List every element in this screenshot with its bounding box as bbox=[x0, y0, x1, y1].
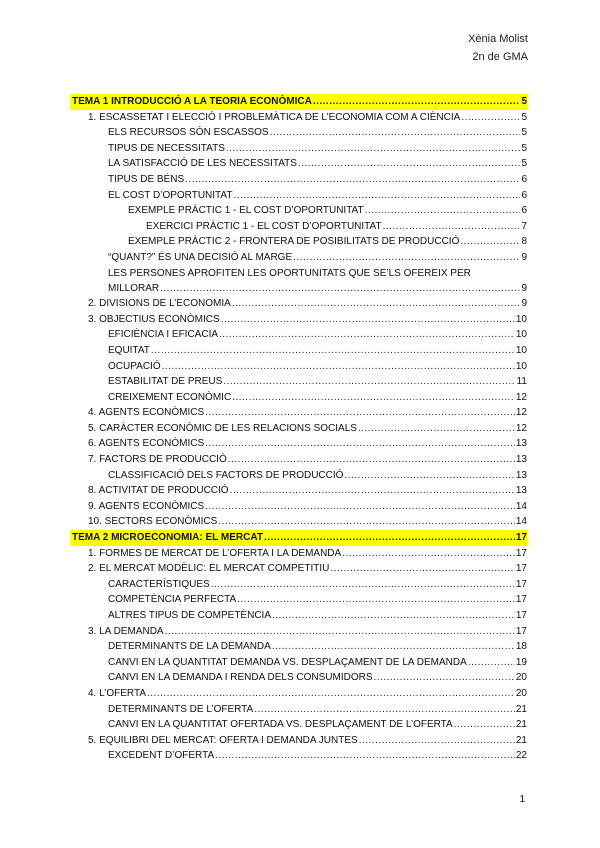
toc-entry-title: 1. FORMES DE MERCAT DE L’OFERTA I LA DEMANDA bbox=[88, 547, 342, 559]
toc-entry-page: 10 bbox=[515, 313, 527, 325]
toc-entry-title: COMPETÈNCIA PERFECTA bbox=[108, 594, 237, 606]
dot-leader bbox=[211, 577, 515, 593]
toc-entry-title: LES PERSONES APROFITEN LES OPORTUNITATS QUE SE’LS OFEREIX PER bbox=[108, 267, 471, 279]
toc-entry[interactable] bbox=[70, 110, 527, 126]
dot-leader bbox=[365, 203, 521, 219]
dot-leader bbox=[383, 219, 521, 235]
dot-leader bbox=[460, 234, 520, 250]
toc-entry-title: 1. ESCASSETAT I ELECCIÓ I PROBLEMÀTICA DE L’ECONOMIA COM A CIÈNCIA bbox=[88, 111, 461, 123]
toc-entry-page: 13 bbox=[515, 485, 527, 497]
toc-entry-title: TIPUS DE NECESSITATS bbox=[108, 142, 225, 154]
toc-entry[interactable] bbox=[70, 390, 527, 406]
toc-entry-page: 22 bbox=[515, 750, 527, 762]
dot-leader bbox=[298, 156, 520, 172]
toc-entry-page: 17 bbox=[515, 610, 527, 621]
toc-entry-title: ELS RECURSOS SÓN ESCASSOS bbox=[108, 127, 269, 139]
toc-entry-page: 20 bbox=[515, 687, 527, 699]
toc-entry[interactable] bbox=[70, 203, 527, 219]
toc-entry[interactable] bbox=[70, 266, 527, 297]
toc-entry-title: 7. FACTORS DE PRODUCCIÓ bbox=[88, 454, 227, 466]
toc-entry-title: 5. EQUILIBRI DEL MERCAT: OFERTA I DEMANDA JUNTES bbox=[88, 734, 358, 746]
toc-entry-page: 5 bbox=[521, 111, 527, 123]
toc-entry-page: 12 bbox=[515, 407, 527, 419]
toc-entry-title: CARACTERÍSTIQUES bbox=[108, 578, 210, 590]
dot-leader bbox=[454, 717, 515, 733]
toc-entry-title: DETERMINANTS DE L’OFERTA bbox=[108, 703, 254, 715]
dot-leader bbox=[344, 468, 514, 484]
toc-entry[interactable] bbox=[70, 374, 527, 390]
toc-entry-page: 9 bbox=[521, 298, 527, 310]
toc-entry-page: 21 bbox=[515, 703, 527, 715]
toc-entry[interactable] bbox=[70, 359, 527, 375]
toc-entry-title: 2. EL MERCAT MODÈLIC: EL MERCAT COMPETITIU bbox=[88, 563, 330, 575]
dot-leader bbox=[232, 390, 515, 406]
toc-entry-page: 17 bbox=[515, 563, 527, 575]
toc-entry-title: EXEMPLE PRÀCTIC 2 - FRONTERA DE POSIBILITATS DE PRODUCCIÓ bbox=[128, 236, 460, 248]
dot-leader bbox=[468, 655, 515, 671]
dot-leader bbox=[147, 686, 515, 702]
dot-leader bbox=[218, 514, 515, 530]
toc-entry-page: 10 bbox=[515, 329, 527, 341]
toc-entry-page: 9 bbox=[521, 251, 527, 263]
dot-leader bbox=[254, 702, 515, 718]
toc-entry-title: 5. CARÀCTER ECONÒMIC DE LES RELACIONS SOCIALS bbox=[88, 422, 357, 434]
dot-leader bbox=[223, 374, 515, 390]
dot-leader bbox=[205, 499, 515, 515]
toc-entry[interactable] bbox=[70, 561, 527, 577]
dot-leader bbox=[330, 561, 515, 577]
toc-entry-page: 5 bbox=[521, 158, 527, 170]
toc-entry[interactable] bbox=[70, 296, 527, 312]
toc-entry-page: 17 bbox=[515, 532, 527, 544]
dot-leader bbox=[226, 141, 521, 157]
page-number: 1 bbox=[519, 794, 525, 805]
toc-entry[interactable] bbox=[70, 670, 527, 686]
dot-leader bbox=[221, 312, 515, 328]
toc-entry-page: 5 bbox=[521, 142, 527, 154]
toc-entry-title: 9. AGENTS ECONÒMICS bbox=[88, 500, 205, 512]
toc-entry-page: 11 bbox=[516, 376, 527, 388]
dot-leader bbox=[264, 530, 515, 546]
dot-leader bbox=[162, 359, 515, 375]
toc-entry-page: 13 bbox=[515, 469, 527, 481]
toc-entry-title: “QUANT?” ÉS UNA DECISIÓ AL MARGE bbox=[108, 251, 293, 263]
toc-entry-page: 9 bbox=[521, 282, 527, 294]
toc-entry-page: 13 bbox=[515, 438, 527, 450]
toc-entry-page: 21 bbox=[515, 719, 527, 731]
dot-leader bbox=[185, 172, 520, 188]
dot-leader bbox=[165, 624, 515, 640]
toc-entry-page: 20 bbox=[515, 672, 527, 684]
toc-entry[interactable] bbox=[70, 686, 527, 702]
dot-leader bbox=[151, 343, 515, 359]
toc-entry-page: 10 bbox=[515, 360, 527, 372]
toc-entry-title: EFICIÈNCIA I EFICACIA bbox=[108, 329, 219, 341]
dot-leader bbox=[342, 546, 515, 562]
toc-entry-title: 4. L’OFERTA bbox=[88, 687, 146, 699]
toc-entry-title: TIPUS DE BÉNS bbox=[108, 173, 185, 185]
dot-leader bbox=[359, 733, 515, 749]
toc-entry-title: ALTRES TIPUS DE COMPETÈNCIA bbox=[108, 610, 271, 621]
toc-entry[interactable] bbox=[70, 452, 527, 468]
toc-entry[interactable] bbox=[70, 343, 527, 359]
toc-entry-title: CANVI EN LA QUANTITAT OFERTADA VS. DESPLAÇAMENT DE L’OFERTA bbox=[108, 719, 453, 731]
toc-entry-page: 6 bbox=[521, 205, 527, 217]
toc-entry-page: 18 bbox=[515, 641, 527, 653]
course-name: 2n de GMA bbox=[472, 51, 528, 63]
toc-entry[interactable] bbox=[70, 608, 527, 624]
toc-entry-page: 10 bbox=[515, 344, 527, 356]
toc-entry-page: 19 bbox=[515, 656, 527, 668]
dot-leader bbox=[237, 592, 515, 608]
toc-entry-title-cont: MILLORAR bbox=[108, 282, 160, 294]
toc-entry-title: CREIXEMENT ECONÒMIC bbox=[108, 391, 232, 403]
toc-entry-page: 17 bbox=[515, 578, 527, 590]
dot-leader bbox=[228, 452, 515, 468]
dot-leader bbox=[160, 281, 520, 297]
toc-entry-title: 2. DIVISIONS DE L’ECONOMIA bbox=[88, 298, 231, 310]
toc-entry[interactable] bbox=[70, 312, 527, 328]
toc-entry-title: 8. ACTIVITAT DE PRODUCCIÓ bbox=[88, 485, 229, 497]
toc-entry[interactable] bbox=[70, 188, 527, 204]
dot-leader bbox=[219, 327, 515, 343]
toc-entry[interactable] bbox=[70, 219, 527, 235]
toc-entry-page: 8 bbox=[521, 236, 527, 248]
toc-entry-title: CLASSIFICACIÓ DELS FACTORS DE PRODUCCIÓ bbox=[108, 469, 344, 481]
toc-entry-page: 5 bbox=[521, 96, 527, 107]
toc-entry-title: LA SATISFACCIÓ DE LES NECESSITATS bbox=[108, 158, 297, 170]
toc-entry-title: CANVI EN LA QUANTITAT DEMANDA VS. DESPLAÇAMENT DE LA DEMANDA bbox=[108, 656, 467, 668]
toc-entry[interactable] bbox=[70, 234, 527, 250]
toc-entry-title: EL COST D’OPORTUNITAT bbox=[108, 189, 233, 201]
toc-entry[interactable] bbox=[70, 577, 527, 593]
toc-entry[interactable] bbox=[70, 655, 527, 671]
toc-entry[interactable] bbox=[70, 156, 527, 172]
dot-leader bbox=[215, 748, 515, 764]
toc-entry-title: EXERCICI PRÀCTIC 1 - EL COST D’OPORTUNITAT bbox=[146, 220, 382, 232]
toc-entry-page: 12 bbox=[515, 422, 527, 434]
toc-entry-title: 10. SECTORS ECONÒMICS bbox=[88, 516, 218, 528]
toc-entry[interactable] bbox=[70, 327, 527, 343]
table-of-contents bbox=[70, 94, 527, 764]
toc-entry-title: EXEMPLE PRÀCTIC 1 - EL COST D’OPORTUNITAT bbox=[128, 205, 364, 217]
toc-entry-title: ESTABILITAT DE PREUS bbox=[108, 376, 223, 388]
dot-leader bbox=[374, 670, 515, 686]
dot-leader bbox=[233, 188, 520, 204]
toc-entry[interactable] bbox=[70, 172, 527, 188]
dot-leader bbox=[232, 296, 521, 312]
dot-leader bbox=[205, 436, 515, 452]
toc-entry-page: 5 bbox=[521, 127, 527, 139]
toc-entry-page: 17 bbox=[515, 625, 527, 637]
toc-entry-title: TEMA 1 INTRODUCCIÓ A LA TEORIA ECONÒMICA bbox=[72, 96, 312, 107]
toc-entry[interactable] bbox=[70, 624, 527, 640]
toc-entry-page: 14 bbox=[515, 516, 527, 528]
toc-entry-page: 6 bbox=[521, 189, 527, 201]
dot-leader bbox=[313, 94, 521, 110]
toc-entry-title: TEMA 2 MICROECONOMIA: EL MERCAT bbox=[72, 532, 263, 544]
toc-entry-title: DETERMINANTS DE LA DEMANDA bbox=[108, 641, 271, 653]
toc-entry[interactable] bbox=[70, 514, 527, 530]
toc-entry[interactable] bbox=[70, 421, 527, 437]
dot-leader bbox=[461, 110, 520, 126]
dot-leader bbox=[272, 608, 515, 624]
toc-entry-page: 6 bbox=[521, 173, 527, 185]
toc-entry-title: 6. AGENTS ECONÒMICS bbox=[88, 438, 205, 450]
toc-entry[interactable] bbox=[70, 717, 527, 733]
toc-entry-title: 3. OBJECTIUS ECONÒMICS bbox=[88, 313, 220, 325]
dot-leader bbox=[358, 421, 515, 437]
toc-entry-page: 7 bbox=[521, 220, 527, 232]
toc-entry[interactable] bbox=[70, 499, 527, 515]
dot-leader bbox=[272, 639, 515, 655]
toc-entry[interactable] bbox=[70, 748, 527, 764]
toc-entry[interactable] bbox=[70, 546, 527, 562]
toc-entry-page: 14 bbox=[515, 500, 527, 512]
dot-leader bbox=[270, 125, 521, 141]
toc-entry[interactable] bbox=[70, 592, 527, 608]
toc-entry-page: 21 bbox=[515, 734, 527, 746]
toc-entry[interactable] bbox=[70, 733, 527, 749]
toc-entry-title: CANVI EN LA DEMANDA I RENDA DELS CONSUMIDORS bbox=[108, 672, 373, 684]
toc-chapter-heading[interactable] bbox=[70, 94, 527, 110]
dot-leader bbox=[205, 405, 515, 421]
toc-entry[interactable] bbox=[70, 468, 527, 484]
toc-entry-title: EXCEDENT D’OFERTA bbox=[108, 750, 215, 762]
toc-entry[interactable] bbox=[70, 141, 527, 157]
toc-entry[interactable] bbox=[70, 125, 527, 141]
toc-entry[interactable] bbox=[70, 250, 527, 266]
toc-entry[interactable] bbox=[70, 483, 527, 499]
page-header bbox=[468, 30, 528, 66]
toc-entry-title: EQUITAT bbox=[108, 344, 150, 356]
toc-entry[interactable] bbox=[70, 639, 527, 655]
toc-entry-title: 4. AGENTS ECONÒMICS bbox=[88, 407, 205, 419]
toc-chapter-heading[interactable] bbox=[70, 530, 527, 546]
dot-leader bbox=[230, 483, 515, 499]
toc-entry-page: 13 bbox=[515, 454, 527, 466]
toc-entry-page: 12 bbox=[515, 391, 527, 403]
toc-entry-continuation bbox=[70, 281, 527, 297]
dot-leader bbox=[293, 250, 520, 266]
toc-entry-title: 3. LA DEMANDA bbox=[88, 625, 164, 637]
toc-entry-page: 17 bbox=[515, 547, 527, 559]
toc-entry-page: 17 bbox=[515, 594, 527, 606]
toc-entry[interactable] bbox=[70, 702, 527, 718]
author-name: Xènia Molist bbox=[468, 33, 528, 45]
toc-entry-title: OCUPACIÓ bbox=[108, 360, 161, 372]
toc-entry[interactable] bbox=[70, 436, 527, 452]
toc-entry[interactable] bbox=[70, 405, 527, 421]
